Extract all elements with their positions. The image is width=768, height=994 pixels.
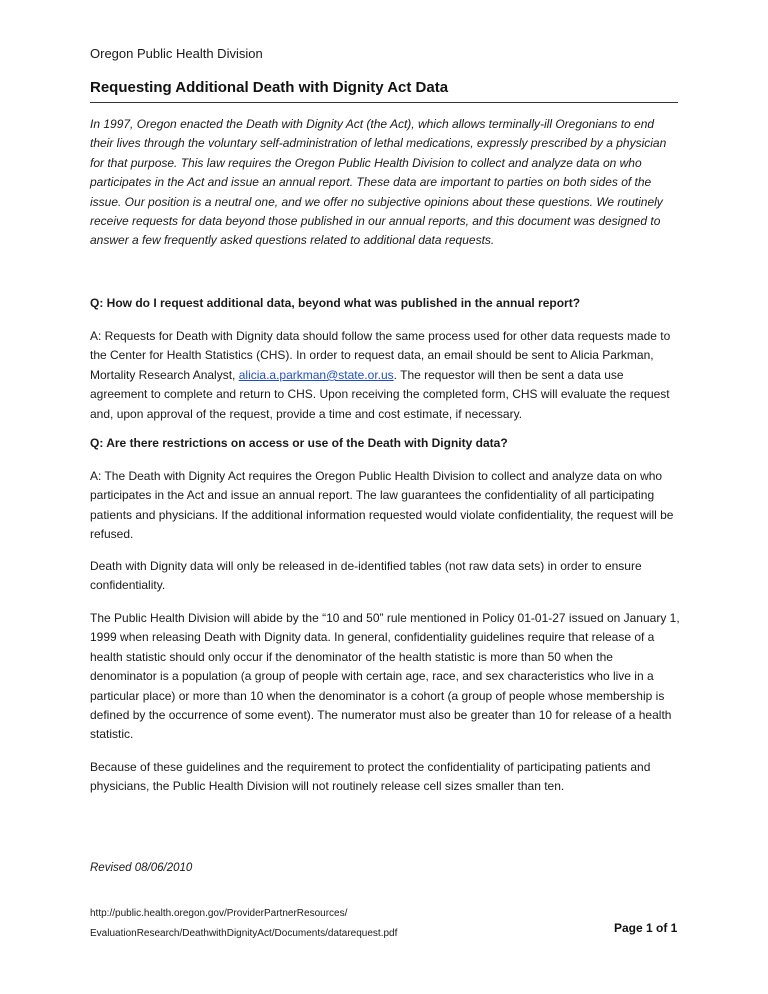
revised-date: Revised 08/06/2010 <box>90 862 193 874</box>
cell-size-paragraph: Because of these guidelines and the requirement to protect the confidentiality of participating patients and physicians, the Public Health Division will not routinely release cell sizes smaller than ten. <box>90 760 651 794</box>
organization-header: Oregon Public Health Division <box>90 46 263 61</box>
footer-url <box>90 904 510 944</box>
answer-1-text-end: . The requestor will then be sent a data use agreement to complete and return to CHS. Upon receiving the completed form, CHS will evaluate the request and, upon approval of the request, provide a time and cost estimate, if necessary. <box>90 367 670 421</box>
footer-url-line-1: http://public.health.oregon.gov/ProviderPartnerResources/ <box>90 908 348 919</box>
answer-1-paragraph <box>90 327 680 424</box>
deidentified-paragraph: Death with Dignity data will only be released in de-identified tables (not raw data sets) in order to ensure confidentiality. <box>90 559 642 593</box>
document-title: Requesting Additional Death with Dignity Act Data <box>90 78 678 103</box>
ten-and-fifty-rule-paragraph: The Public Health Division will abide by the “10 and 50” rule mentioned in Policy 01-01-27 issued on January 1, 1999 when releasing Death with Dignity data. In general, confidentiality guidelines require that release of a health statistic should only occur if the denominator of the health statistic is more than 50 when the denominator is a population (a group of people with certain age, race, and sex characteristics who live in a particular place) or more than 10 when the denominator is a cohort (a group of people whose membership is defined by the occurrence of some event). The numerator must also be greater than 10 for release of a health statistic. <box>90 611 680 742</box>
email-link[interactable]: alicia.a.parkman@state.or.us <box>238 367 394 382</box>
intro-paragraph: In 1997, Oregon enacted the Death with Dignity Act (the Act), which allows terminally-ill Oregonians to end their lives through the voluntary self-administration of lethal medications, expressly prescribed by a physician for that purpose. This law requires the Oregon Public Health Division to collect and analyze data on who participates in the Act and issue an annual report. These data are important to parties on both sides of the issue. Our position is a neutral one, and we offer no subjective opinions about these questions. We routinely receive requests for data beyond those published in our annual reports, and this document was designed to answer a few frequently asked questions related to additional data requests. <box>90 117 667 248</box>
answer-2-paragraph: A: The Death with Dignity Act requires the Oregon Public Health Division to collect and analyze data on who participates in the Act and issue an annual report. The law guarantees the confidentiality of all participating patients and physicians. If the additional information requested would violate confidentiality, the request will be refused. <box>90 469 674 542</box>
page-number: Page 1 of 1 <box>614 921 678 935</box>
answer-1-text-start: A: Requests for Death with Dignity data should follow the same process used for other data requests made to the Center for Health Statistics (CHS). In order to request data, an email should be sent to Alicia Parkman, Mortality Research Analyst, <box>90 329 671 382</box>
question-1: Q: How do I request additional data, beyond what was published in the annual report? <box>90 296 581 310</box>
question-2: Q: Are there restrictions on access or use of the Death with Dignity data? <box>90 436 508 450</box>
footer-url-line-2: EvaluationResearch/DeathwithDignityAct/Documents/datarequest.pdf <box>90 928 398 939</box>
